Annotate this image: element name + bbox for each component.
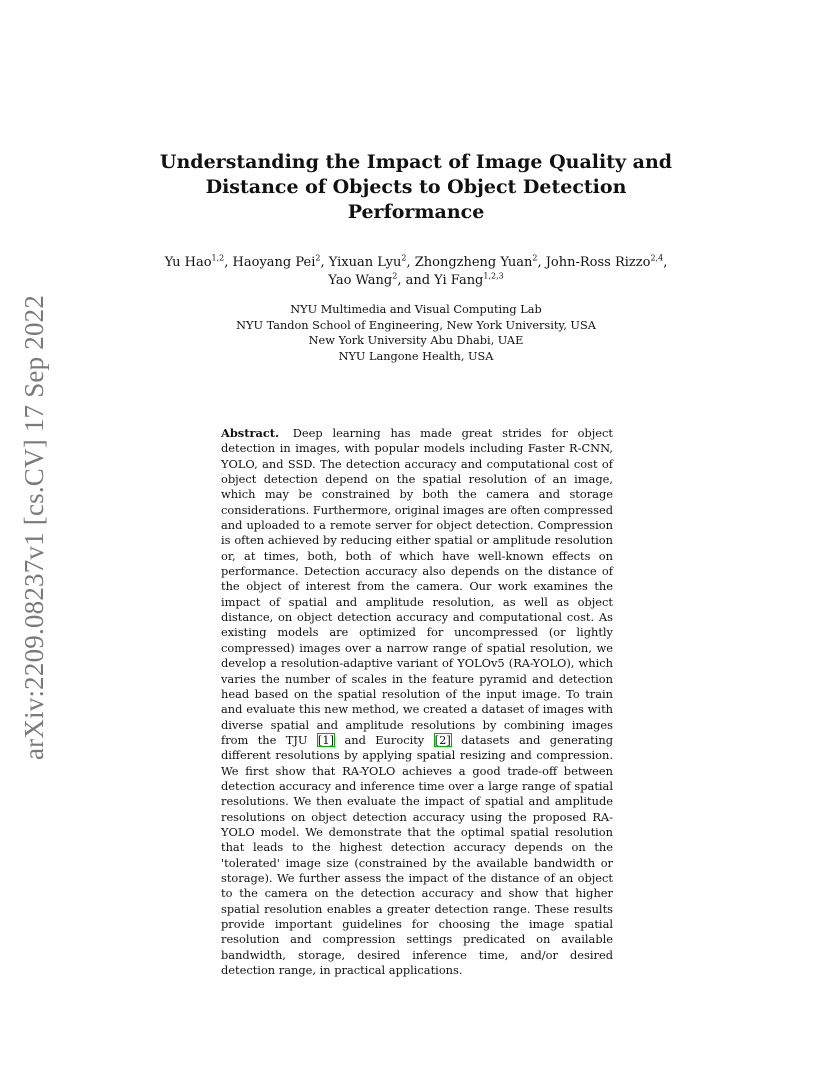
author-affiliation-mark: 2 [401, 253, 407, 263]
author-name: Haoyang Pei [232, 255, 316, 270]
affiliation-line: New York University Abu Dhabi, UAE [308, 334, 524, 348]
abstract-label: Abstract. [221, 426, 280, 440]
author-affiliation-mark: 2 [532, 253, 538, 263]
author-name: John-Ross Rizzo [545, 255, 651, 270]
abstract-text: Deep learning has made great strides for object detection in images, with popular models including Faster R-CNN, YOLO, and SSD. The detection accuracy and computational cost of object detection depend on the spatial resolution of an image, which may be constrained by both the camera and storage considerations. Furthermore, original images are often compressed and uploaded to a remote server for object detection. Compression is often achieved by reducing either spatial or amplitude resolution or, at times, both, both of which have well-known effects on performance. Detection accuracy also depends on the distance of the object of interest from the camera. Our work examines the impact of spatial and amplitude resolution, as well as object distance, on object detection accuracy and computational cost. As existing models are optimized for uncompressed (or lightly compressed) images over a narrow range of spatial resolution, we develop a resolution-adaptive variant of YOLOv5 (RA-YOLO), which varies the number of scales in the feature pyramid and detection head based on the spatial resolution of the input image. To train and evaluate this new method, we created a dataset of images with diverse spatial and amplitude resolutions by combining images from the TJU [221, 426, 613, 747]
author-list: Yu Hao$^{1,2}$, Haoyang Pei$^2$, Yixuan Lyu$^2$, Zhongzheng Yuan$^2$, John-Ross Rizzo$^{2,4}$, Yao Wang$^2$, and Yi Fang$^{1,2,3}$ [164, 253, 668, 288]
citation-link-2[interactable]: [2] [434, 732, 451, 747]
author-name: Yao Wang [328, 273, 393, 288]
arxiv-identifier-stamp [18, 290, 50, 760]
abstract-text: datasets and generating different resolutions by applying spatial resizing and compression. We first show that RA-YOLO achieves a good trade-off between detection accuracy and inference time over a large range of spatial resolutions. We then evaluate the impact of spatial and amplitude resolutions on object detection accuracy using the proposed RA-YOLO model. We demonstrate that the optimal spatial resolution that leads to the highest detection accuracy depends on the 'tolerated' image size (constrained by the available bandwidth or storage). We further assess the impact of the distance of an object to the camera on the detection accuracy and show that higher spatial resolution enables a greater detection range. These results provide important guidelines for choosing the image spatial resolution and compression settings predicated on available bandwidth, storage, desired inference time, and/or desired detection range, in practical applications. [221, 732, 613, 978]
paper-title: Understanding the Impact of Image Quality and Distance of Objects to Object Detection Performance [159, 151, 673, 223]
author-affiliation-mark: 2,4 [650, 253, 664, 263]
affiliation-line: NYU Multimedia and Visual Computing Lab [290, 303, 542, 316]
abstract [221, 426, 613, 978]
citation-link-1[interactable]: [1] [317, 732, 335, 747]
author-affiliation-mark: 1,2,3 [483, 271, 504, 281]
author-affiliation-mark: 2 [392, 271, 398, 281]
author-name: Zhongzheng Yuan [414, 255, 533, 270]
author-name: Yixuan Lyu [328, 255, 402, 270]
author-name: Yu Hao [164, 255, 212, 270]
author-affiliation-mark: 1,2 [211, 253, 225, 263]
author-affiliation-mark: 2 [315, 253, 321, 263]
affiliation-line: NYU Tandon School of Engineering, New York University, USA [236, 318, 596, 332]
author-name: Yi Fang [434, 273, 484, 288]
abstract-text: and Eurocity [344, 732, 425, 747]
arxiv-identifier-text: arXiv:2209.08237v1 [cs.CV] 17 Sep 2022 [19, 294, 49, 760]
affiliation-list [170, 302, 662, 365]
affiliation-line: NYU Langone Health, USA [338, 350, 494, 364]
